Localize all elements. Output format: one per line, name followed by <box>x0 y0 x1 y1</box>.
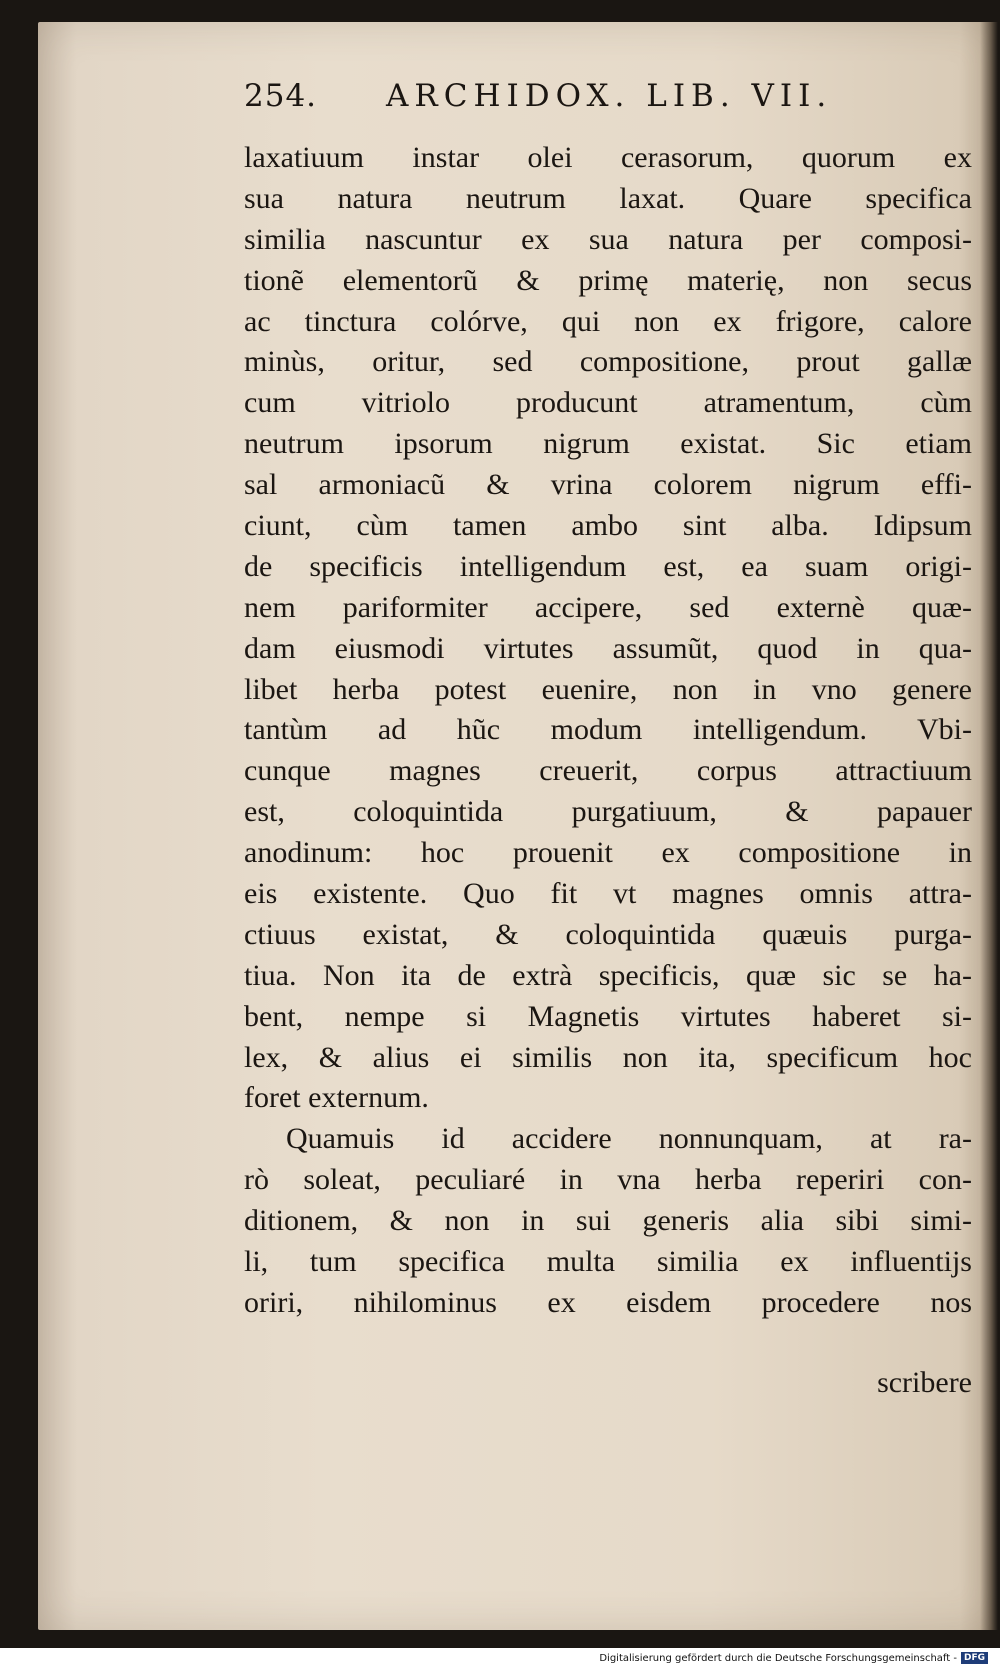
text-line: cum vitriolo producunt atramentum, cùm <box>244 386 972 420</box>
text-line: anodinum: hoc prouenit ex compositione in <box>244 836 972 870</box>
text-line: ciunt, cùm tamen ambo sint alba. Idipsum <box>244 509 972 543</box>
running-head: ARCHIDOX. LIB. VII. <box>386 78 833 114</box>
text-line: cunque magnes creuerit, corpus attractiuum <box>244 754 972 788</box>
credit-text: Digitalisierung gefördert durch die Deutsche Forschungsgemeinschaft - <box>599 1652 957 1664</box>
text-line: foret externum. <box>244 1081 429 1115</box>
text-line: lex, & alius ei similis non ita, specificum hoc <box>244 1040 972 1074</box>
text-line: libet herba potest euenire, non in vno genere <box>244 672 972 706</box>
text-line: ditionem, & non in sui generis alia sibi simi- <box>244 1204 972 1238</box>
text-line: laxatiuum instar olei cerasorum, quorum ex <box>244 141 972 174</box>
text-line: eis existente. Quo fit vt magnes omnis attra- <box>244 877 972 911</box>
text-line: rò soleat, peculiaré in vna herba reperiri con- <box>244 1163 972 1197</box>
text-line: sal armoniacũ & vrina colorem nigrum effi- <box>244 468 972 502</box>
text-line: oriri, nihilominus ex eisdem procedere nos <box>244 1285 972 1319</box>
text-line: bent, nempe si Magnetis virtutes haberet si- <box>244 999 972 1033</box>
text-line: sua natura neutrum laxat. Quare specifica <box>244 181 972 215</box>
page-header <box>244 78 894 128</box>
text-line: minùs, oritur, sed compositione, prout gallæ <box>244 345 972 379</box>
page-gutter-shadow <box>980 22 998 1630</box>
page-number: 254. <box>244 78 318 114</box>
paragraph-start-line: Quamuis id accidere nonnunquam, at ra- <box>286 1122 972 1156</box>
text-line: neutrum ipsorum nigrum existat. Sic etiam <box>244 427 972 461</box>
digitization-credit <box>599 1652 988 1664</box>
text-line: nem pariformiter accipere, sed externè quæ- <box>244 590 972 624</box>
text-line: ac tinctura colórve, qui non ex frigore, calore <box>244 304 972 338</box>
dfg-logo: DFG <box>961 1652 988 1664</box>
text-line: tiua. Non ita de extrà specificis, quæ sic se ha- <box>244 958 972 992</box>
body-text <box>244 138 972 1324</box>
text-line: li, tum specifica multa similia ex influentijs <box>244 1245 972 1279</box>
catchword: scribere <box>877 1366 972 1399</box>
text-line: est, coloquintida purgatiuum, & papauer <box>244 795 972 829</box>
text-line: tantùm ad hũc modum intelligendum. Vbi- <box>244 713 972 747</box>
text-line: de specificis intelligendum est, ea suam origi- <box>244 549 972 583</box>
text-line: tionẽ elementorũ & primę materię, non secus <box>244 263 972 297</box>
text-line: similia nascuntur ex sua natura per composi- <box>244 222 972 256</box>
text-line: dam eiusmodi virtutes assumũt, quod in qua- <box>244 631 972 665</box>
text-line: ctiuus existat, & coloquintida quæuis purga- <box>244 917 972 951</box>
